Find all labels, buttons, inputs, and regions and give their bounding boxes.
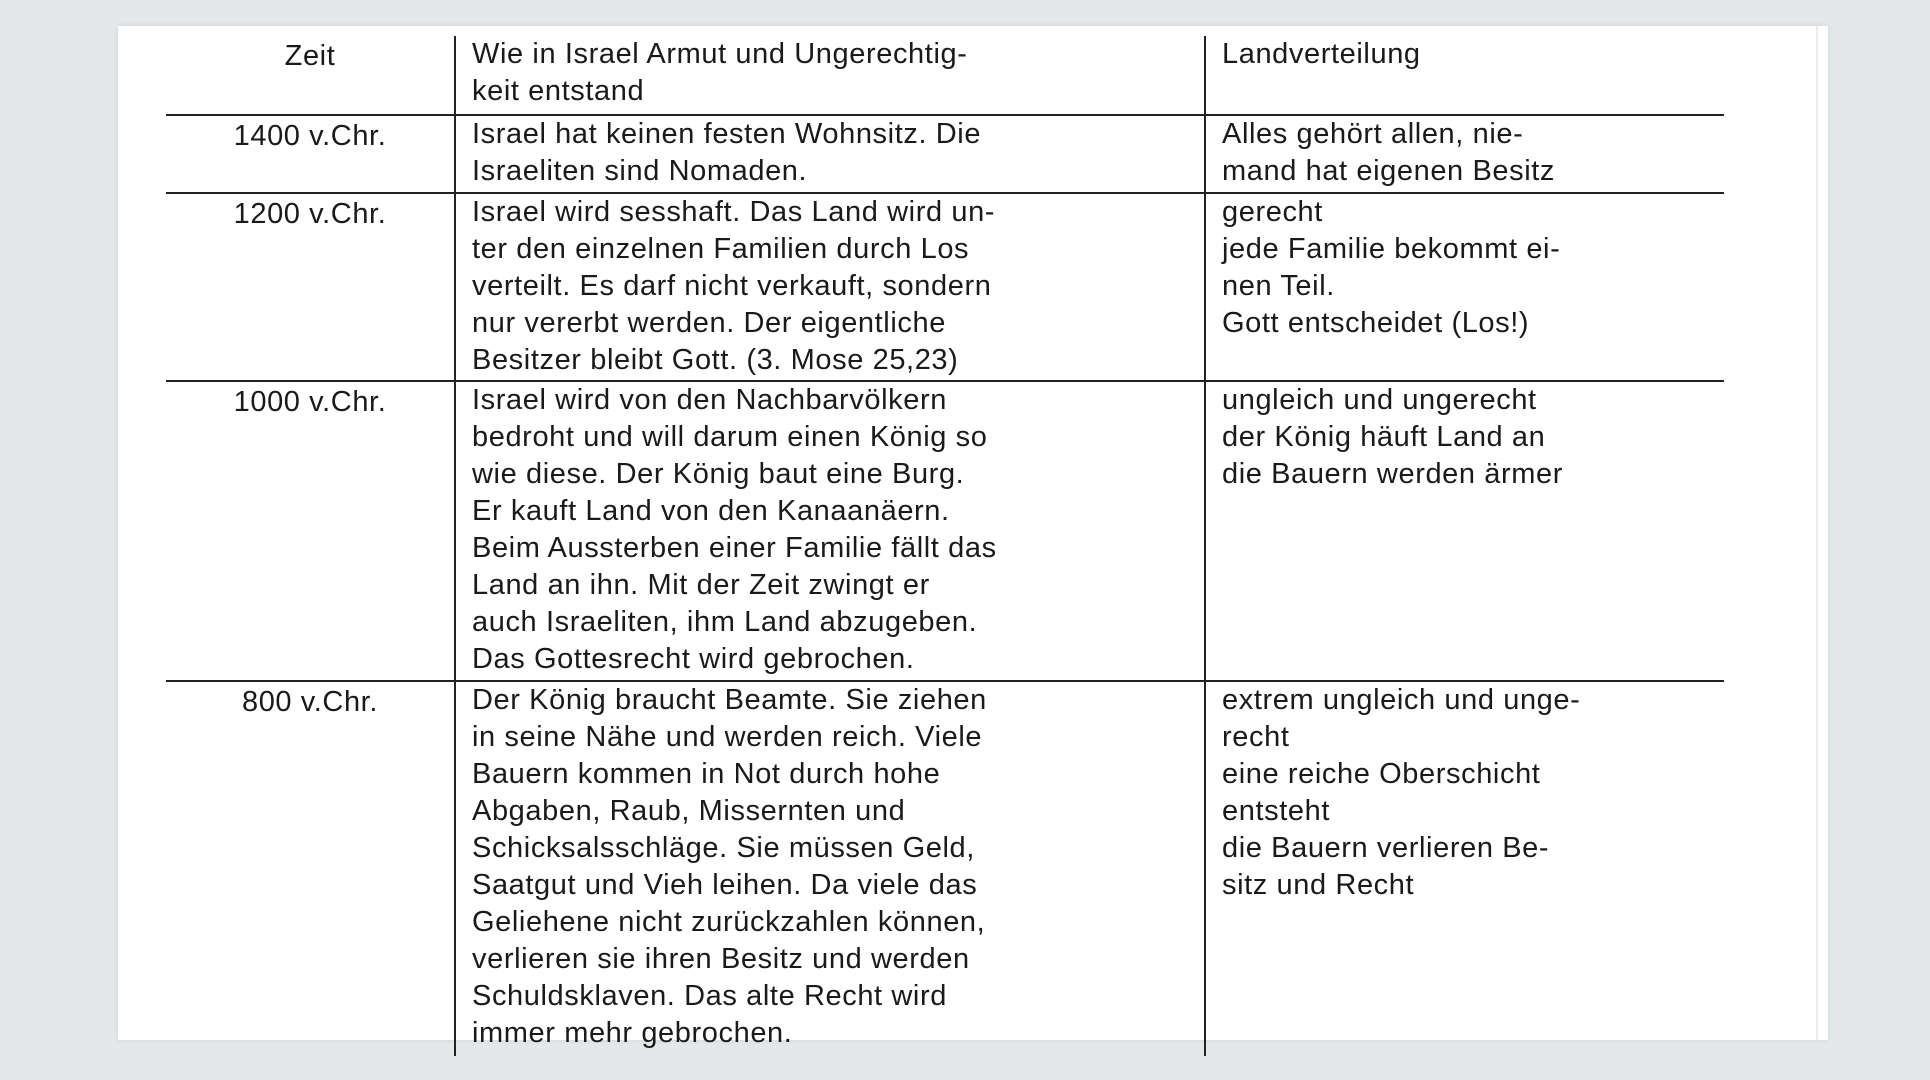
land-text-line: extrem ungleich und unge- — [1222, 684, 1581, 716]
history-text-line: verlieren sie ihren Besitz und werden — [472, 943, 970, 975]
header-land-line: Landverteilung — [1222, 38, 1421, 70]
history-table — [166, 36, 1724, 1056]
table-row — [166, 193, 1724, 381]
land-text-line: entsteht — [1222, 795, 1330, 827]
slide — [118, 26, 1828, 1049]
land-text-line: ungleich und ungerecht — [1222, 384, 1537, 416]
land-text-line: eine reiche Oberschicht — [1222, 758, 1541, 790]
history-text-line: Geliehene nicht zurückzahlen können, — [472, 906, 986, 938]
land-text-line: Gott entscheidet (Los!) — [1222, 307, 1530, 339]
history-text-line: Israel wird von den Nachbarvölkern — [472, 384, 947, 416]
time-cell — [166, 193, 455, 381]
land-text-line: mand hat eigenen Besitz — [1222, 155, 1556, 187]
history-text-line: auch Israeliten, ihm Land abzugeben. — [472, 606, 978, 638]
land-text-line: der König häuft Land an — [1222, 421, 1546, 453]
land-text-line: recht — [1222, 721, 1290, 753]
header-time — [166, 36, 455, 115]
history-text-line: Israeliten sind Nomaden. — [472, 155, 808, 187]
history-text-line: Schicksalsschläge. Sie müssen Geld, — [472, 832, 975, 864]
time-label: 800 v.Chr. — [241, 686, 379, 718]
time-cell — [166, 681, 455, 1056]
land-cell — [1205, 381, 1724, 681]
time-cell — [166, 381, 455, 681]
table-row — [166, 681, 1724, 1056]
land-text-line: jede Familie bekommt ei- — [1222, 233, 1561, 265]
land-cell — [1205, 681, 1724, 1056]
land-cell — [1205, 193, 1724, 381]
history-text-line: Bauern kommen in Not durch hohe — [472, 758, 941, 790]
history-text-line: Abgaben, Raub, Missernten und — [472, 795, 906, 827]
history-text-line: Beim Aussterben einer Familie fällt das — [472, 532, 997, 564]
header-land — [1205, 36, 1724, 115]
time-label: 1400 v.Chr. — [233, 120, 387, 152]
history-text-line: Saatgut und Vieh leihen. Da viele das — [472, 869, 978, 901]
header-row — [166, 36, 1724, 115]
history-text-line: ter den einzelnen Familien durch Los — [472, 233, 970, 265]
history-text-line: verteilt. Es darf nicht verkauft, sondern — [472, 270, 992, 302]
history-text-line: Israel hat keinen festen Wohnsitz. Die — [472, 118, 982, 150]
land-text-line: Alles gehört allen, nie- — [1222, 118, 1524, 150]
table-row — [166, 381, 1724, 681]
history-cell — [455, 681, 1205, 1056]
header-history-line: keit entstand — [472, 75, 645, 107]
history-text-line: Der König braucht Beamte. Sie ziehen — [472, 684, 987, 716]
slide-edge — [1816, 26, 1818, 1040]
time-label: 1000 v.Chr. — [233, 386, 387, 418]
history-text-line: Er kauft Land von den Kanaanäern. — [472, 495, 950, 527]
header-history-line: Wie in Israel Armut und Ungerechtig- — [472, 38, 968, 70]
history-text-line: Besitzer bleibt Gott. (3. Mose 25,23) — [472, 344, 959, 376]
history-text-line: in seine Nähe und werden reich. Viele — [472, 721, 983, 753]
history-text-line: Schuldsklaven. Das alte Recht wird — [472, 980, 947, 1012]
history-cell — [455, 381, 1205, 681]
land-text-line: sitz und Recht — [1222, 869, 1415, 901]
land-text-line: gerecht — [1222, 196, 1323, 228]
time-label: 1200 v.Chr. — [233, 198, 387, 230]
history-text-line: Israel wird sesshaft. Das Land wird un- — [472, 196, 996, 228]
land-text-line: die Bauern werden ärmer — [1222, 458, 1564, 490]
land-text-line: nen Teil. — [1222, 270, 1335, 302]
land-cell — [1205, 115, 1724, 193]
header-history — [455, 36, 1205, 115]
history-text-line: Das Gottesrecht wird gebrochen. — [472, 643, 915, 675]
history-text-line: bedroht und will darum einen König so — [472, 421, 988, 453]
time-cell — [166, 115, 455, 193]
history-text-line: immer mehr gebrochen. — [472, 1017, 793, 1049]
history-cell — [455, 193, 1205, 381]
history-text-line: nur vererbt werden. Der eigentliche — [472, 307, 946, 339]
history-cell — [455, 115, 1205, 193]
history-text-line: Land an ihn. Mit der Zeit zwingt er — [472, 569, 930, 601]
land-text-line: die Bauern verlieren Be- — [1222, 832, 1550, 864]
header-time-label: Zeit — [284, 40, 336, 72]
table-row — [166, 115, 1724, 193]
history-text-line: wie diese. Der König baut eine Burg. — [472, 458, 965, 490]
